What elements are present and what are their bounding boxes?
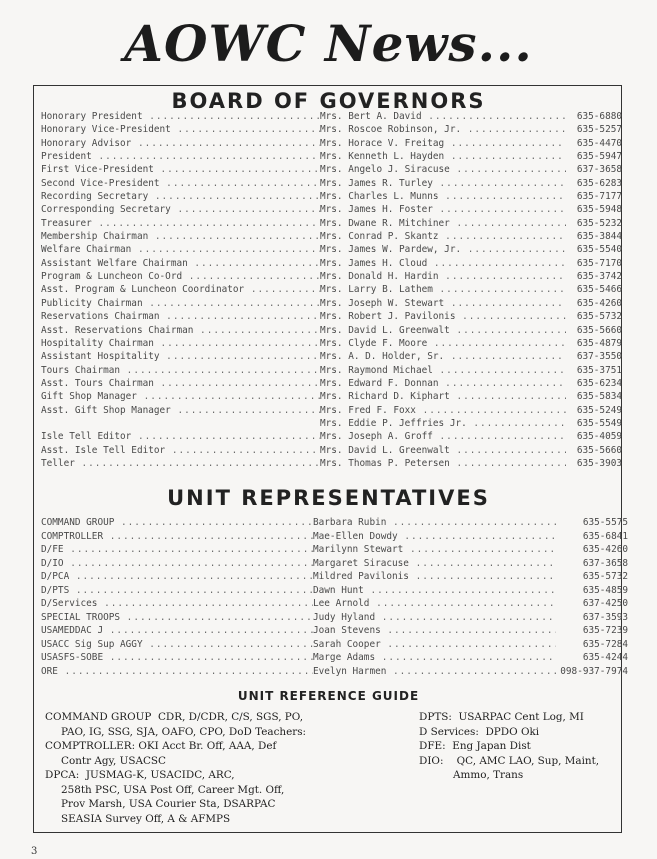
reference-entry: DFE: Eng Japan Dist <box>419 740 531 752</box>
officer-name: Mrs. James H. Foster ..... <box>320 204 566 215</box>
unit-name: USAMEDDAC J ..... <box>41 625 313 636</box>
reference-entry: PAO, IG, SSG, SJA, OAFO, CPO, DoD Teachers: <box>61 725 307 738</box>
office-title: Asst. Gift Shop Manager ..... <box>41 405 320 416</box>
phone-number: 635-5249 <box>576 404 622 416</box>
board-row <box>41 151 622 164</box>
phone-number: 637-3658 <box>582 557 628 569</box>
board-row <box>41 231 622 244</box>
board-row <box>41 138 622 151</box>
representative-name: Marilynn Stewart ..... <box>313 544 556 555</box>
unit-row <box>41 571 628 585</box>
office-title: Assistant Welfare Chairman ..... <box>41 258 320 269</box>
unit-name: USASFS-SOBE ..... <box>41 652 313 663</box>
office-title: Isle Tell Editor ..... <box>41 431 320 442</box>
officer-name: Mrs. Thomas P. Petersen ..... <box>320 458 566 469</box>
board-row <box>41 191 622 204</box>
unit-row <box>41 558 628 572</box>
phone-number: 635-4859 <box>582 584 628 596</box>
officer-name: Mrs. Clyde F. Moore ..... <box>320 338 566 349</box>
unit-name: D/Services ..... <box>41 598 313 609</box>
officer-name: Mrs. James R. Turley ..... <box>320 178 566 189</box>
officer-name: Mrs. Larry B. Lathem ..... <box>320 284 566 295</box>
board-row <box>41 244 622 257</box>
board-row <box>41 418 622 431</box>
reference-entry: Ammo, Trans <box>453 769 524 781</box>
representative-name: Evelyn Harmen ..... <box>313 666 556 677</box>
phone-number: 635-4879 <box>576 337 622 349</box>
board-row <box>41 311 622 324</box>
officer-name: Mrs. Fred F. Foxx ..... <box>320 405 566 416</box>
board-row <box>41 124 622 137</box>
reference-entry: COMMAND GROUP CDR, D/CDR, C/S, SGS, PO, <box>45 711 304 723</box>
unit-row <box>41 625 628 639</box>
office-title: Asst. Program & Luncheon Coordinator ..... <box>41 284 320 295</box>
reference-entry: DPTS: USARPAC Cent Log, MI <box>419 711 584 723</box>
unit-name: D/IO ..... <box>41 558 313 569</box>
unit-row <box>41 666 628 680</box>
phone-number: 635-5549 <box>576 417 622 429</box>
phone-number: 637-3658 <box>576 164 622 176</box>
unit-representatives-heading: UNIT REPRESENTATIVES <box>167 486 490 510</box>
page-number: 3 <box>31 846 38 857</box>
reference-right-column <box>419 710 599 783</box>
officer-name: Mrs. Edward F. Donnan ..... <box>320 378 566 389</box>
board-row <box>41 405 622 418</box>
board-row <box>41 458 622 471</box>
unit-name: USACC Sig Sup AGGY ..... <box>41 639 313 650</box>
board-row <box>41 378 622 391</box>
phone-number: 635-5540 <box>576 244 622 256</box>
reference-entry: Prov Marsh, USA Courier Sta, DSARPAC <box>61 798 276 810</box>
board-row <box>41 351 622 364</box>
phone-number: 635-5232 <box>576 217 622 229</box>
board-row <box>41 111 622 124</box>
unit-name: D/FE ..... <box>41 544 313 555</box>
phone-number: 635-4059 <box>576 431 622 443</box>
representative-name: Margaret Siracuse ..... <box>313 558 556 569</box>
board-row <box>41 284 622 297</box>
phone-number: 635-5732 <box>582 571 628 582</box>
officer-name: Mrs. Roscoe Robinson, Jr. ..... <box>320 124 566 135</box>
officer-name: Mrs. Raymond Michael ..... <box>320 365 566 376</box>
board-row <box>41 164 622 177</box>
phone-number: 635-3751 <box>576 364 622 376</box>
board-row <box>41 271 622 284</box>
office-title: Asst. Isle Tell Editor ..... <box>41 445 320 456</box>
phone-number: 635-7177 <box>576 191 622 203</box>
unit-representatives-list <box>41 517 628 679</box>
office-title: Recording Secretary ..... <box>41 191 320 202</box>
officer-name: Mrs. Bert A. David ..... <box>320 111 566 122</box>
representative-name: Joan Stevens ..... <box>313 625 556 636</box>
board-row <box>41 178 622 191</box>
reference-entry: DPCA: JUSMAG-K, USACIDC, ARC, <box>45 769 235 781</box>
office-title: Tours Chairman ..... <box>41 365 320 376</box>
officer-name: Mrs. Donald H. Hardin ..... <box>320 271 566 282</box>
office-title: Second Vice-President ..... <box>41 178 320 189</box>
board-row <box>41 391 622 404</box>
board-row <box>41 218 622 231</box>
phone-number: 635-6880 <box>576 111 622 122</box>
phone-number: 635-3844 <box>576 231 622 243</box>
officer-name: Mrs. Horace V. Freitag ..... <box>320 138 566 149</box>
office-title: Assistant Hospitality ..... <box>41 351 320 362</box>
representative-name: Dawn Hunt ..... <box>313 585 556 596</box>
reference-entry: 258th PSC, USA Post Off, Career Mgt. Off, <box>61 783 285 796</box>
unit-row <box>41 652 628 666</box>
representative-name: Mildred Pavilonis ..... <box>313 571 556 582</box>
officer-name: Mrs. Eddie P. Jeffries Jr. ..... <box>320 418 566 429</box>
board-row <box>41 445 622 458</box>
phone-number: 635-5834 <box>576 391 622 403</box>
office-title: Honorary Advisor ..... <box>41 138 320 149</box>
phone-number: 637-3593 <box>582 611 628 623</box>
officer-name: Mrs. Angelo J. Siracuse ..... <box>320 164 566 175</box>
phone-number: 635-5257 <box>576 124 622 136</box>
reference-entry: Contr Agy, USACSC <box>61 754 166 767</box>
office-title: Gift Shop Manager ..... <box>41 391 320 402</box>
office-title: Publicity Chairman ..... <box>41 298 320 309</box>
unit-row <box>41 544 628 558</box>
reference-entry: COMPTROLLER: OKI Acct Br. Off, AAA, Def <box>45 740 277 752</box>
unit-reference-guide-heading: UNIT REFERENCE GUIDE <box>237 689 420 703</box>
office-title: Hospitality Chairman ..... <box>41 338 320 349</box>
office-title: Corresponding Secretary ..... <box>41 204 320 215</box>
office-title: Asst. Tours Chairman ..... <box>41 378 320 389</box>
officer-name: Mrs. Richard D. Kiphart ..... <box>320 391 566 402</box>
board-of-governors-list <box>41 111 622 471</box>
reference-entry: SEASIA Survey Off, A & AFMPS <box>61 812 231 825</box>
phone-number: 635-4260 <box>582 544 628 555</box>
phone-number: 635-3742 <box>576 271 622 283</box>
office-title: Reservations Chairman ..... <box>41 311 320 322</box>
phone-number: 635-4260 <box>576 297 622 309</box>
board-of-governors-heading: BOARD OF GOVERNORS <box>171 89 486 113</box>
phone-number: 635-6841 <box>582 530 628 542</box>
phone-number: 635-5947 <box>576 151 622 163</box>
unit-row <box>41 531 628 545</box>
phone-number: 098-937-7974 <box>560 665 628 677</box>
officer-name: Mrs. Conrad P. Skantz ..... <box>320 231 566 242</box>
representative-name: Barbara Rubin ..... <box>313 517 556 528</box>
unit-name: COMMAND GROUP ..... <box>41 517 313 528</box>
reference-entry: D Services: DPDO Oki <box>419 725 540 738</box>
office-title: President ..... <box>41 151 320 162</box>
officer-name: Mrs. A. D. Holder, Sr. ..... <box>320 351 566 362</box>
officer-name: Mrs. Kenneth L. Hayden ..... <box>320 151 566 162</box>
phone-number: 635-4244 <box>582 652 628 663</box>
representative-name: Lee Arnold ..... <box>313 598 556 609</box>
officer-name: Mrs. David L. Greenwalt ..... <box>320 445 566 456</box>
phone-number: 635-7239 <box>582 625 628 636</box>
masthead-title: AOWC News... <box>124 14 533 73</box>
representative-name: Marge Adams ..... <box>313 652 556 663</box>
representative-name: Mae-Ellen Dowdy ..... <box>313 531 556 542</box>
phone-number: 635-5732 <box>576 311 622 323</box>
office-title: Welfare Chairman ..... <box>41 244 320 255</box>
board-row <box>41 258 622 271</box>
unit-name: D/PCA ..... <box>41 571 313 582</box>
board-row <box>41 325 622 338</box>
phone-number: 635-7170 <box>576 257 622 269</box>
unit-name: SPECIAL TROOPS ..... <box>41 612 313 623</box>
officer-name: Mrs. David L. Greenwalt ..... <box>320 325 566 336</box>
board-row <box>41 338 622 351</box>
unit-row <box>41 598 628 612</box>
board-row <box>41 365 622 378</box>
board-row <box>41 204 622 217</box>
unit-row <box>41 517 628 531</box>
officer-name: Mrs. Joseph W. Stewart ..... <box>320 298 566 309</box>
office-title: Membership Chairman ..... <box>41 231 320 242</box>
phone-number: 635-5466 <box>576 284 622 296</box>
office-title: Honorary President ..... <box>41 111 320 122</box>
board-row <box>41 431 622 444</box>
representative-name: Sarah Cooper ..... <box>313 639 556 650</box>
phone-number: 635-6283 <box>576 177 622 189</box>
unit-name: ORE ..... <box>41 666 313 677</box>
phone-number: 635-4470 <box>576 137 622 149</box>
office-title: Teller ..... <box>41 458 320 469</box>
officer-name: Mrs. Charles L. Munns ..... <box>320 191 566 202</box>
unit-name: D/PTS ..... <box>41 585 313 596</box>
officer-name: Mrs. James W. Pardew, Jr. ..... <box>320 244 566 255</box>
phone-number: 635-6234 <box>576 377 622 389</box>
office-title: Honorary Vice-President ..... <box>41 124 320 135</box>
phone-number: 637-4250 <box>582 598 628 609</box>
board-row <box>41 298 622 311</box>
representative-name: Judy Hyland ..... <box>313 612 556 623</box>
officer-name: Mrs. Joseph A. Groff ..... <box>320 431 566 442</box>
unit-row <box>41 585 628 599</box>
reference-entry: DIO: QC, AMC LAO, Sup, Maint, <box>419 754 600 767</box>
phone-number: 635-5660 <box>576 444 622 456</box>
officer-name: Mrs. Dwane R. Mitchiner ..... <box>320 218 566 229</box>
officer-name: Mrs. James H. Cloud ..... <box>320 258 566 269</box>
phone-number: 635-5948 <box>576 204 622 216</box>
office-title: Asst. Reservations Chairman ..... <box>41 325 320 336</box>
phone-number: 637-3550 <box>576 351 622 363</box>
office-title: Treasurer ..... <box>41 218 320 229</box>
unit-row <box>41 612 628 626</box>
unit-row <box>41 639 628 653</box>
officer-name: Mrs. Robert J. Pavilonis ..... <box>320 311 566 322</box>
reference-left-column <box>45 710 306 826</box>
office-title: First Vice-President ..... <box>41 164 320 175</box>
phone-number: 635-5575 <box>582 517 628 528</box>
phone-number: 635-5660 <box>576 324 622 336</box>
phone-number: 635-7284 <box>582 638 628 650</box>
office-title: Program & Luncheon Co-Ord ..... <box>41 271 320 282</box>
unit-name: COMPTROLLER ..... <box>41 531 313 542</box>
phone-number: 635-3903 <box>576 457 622 469</box>
